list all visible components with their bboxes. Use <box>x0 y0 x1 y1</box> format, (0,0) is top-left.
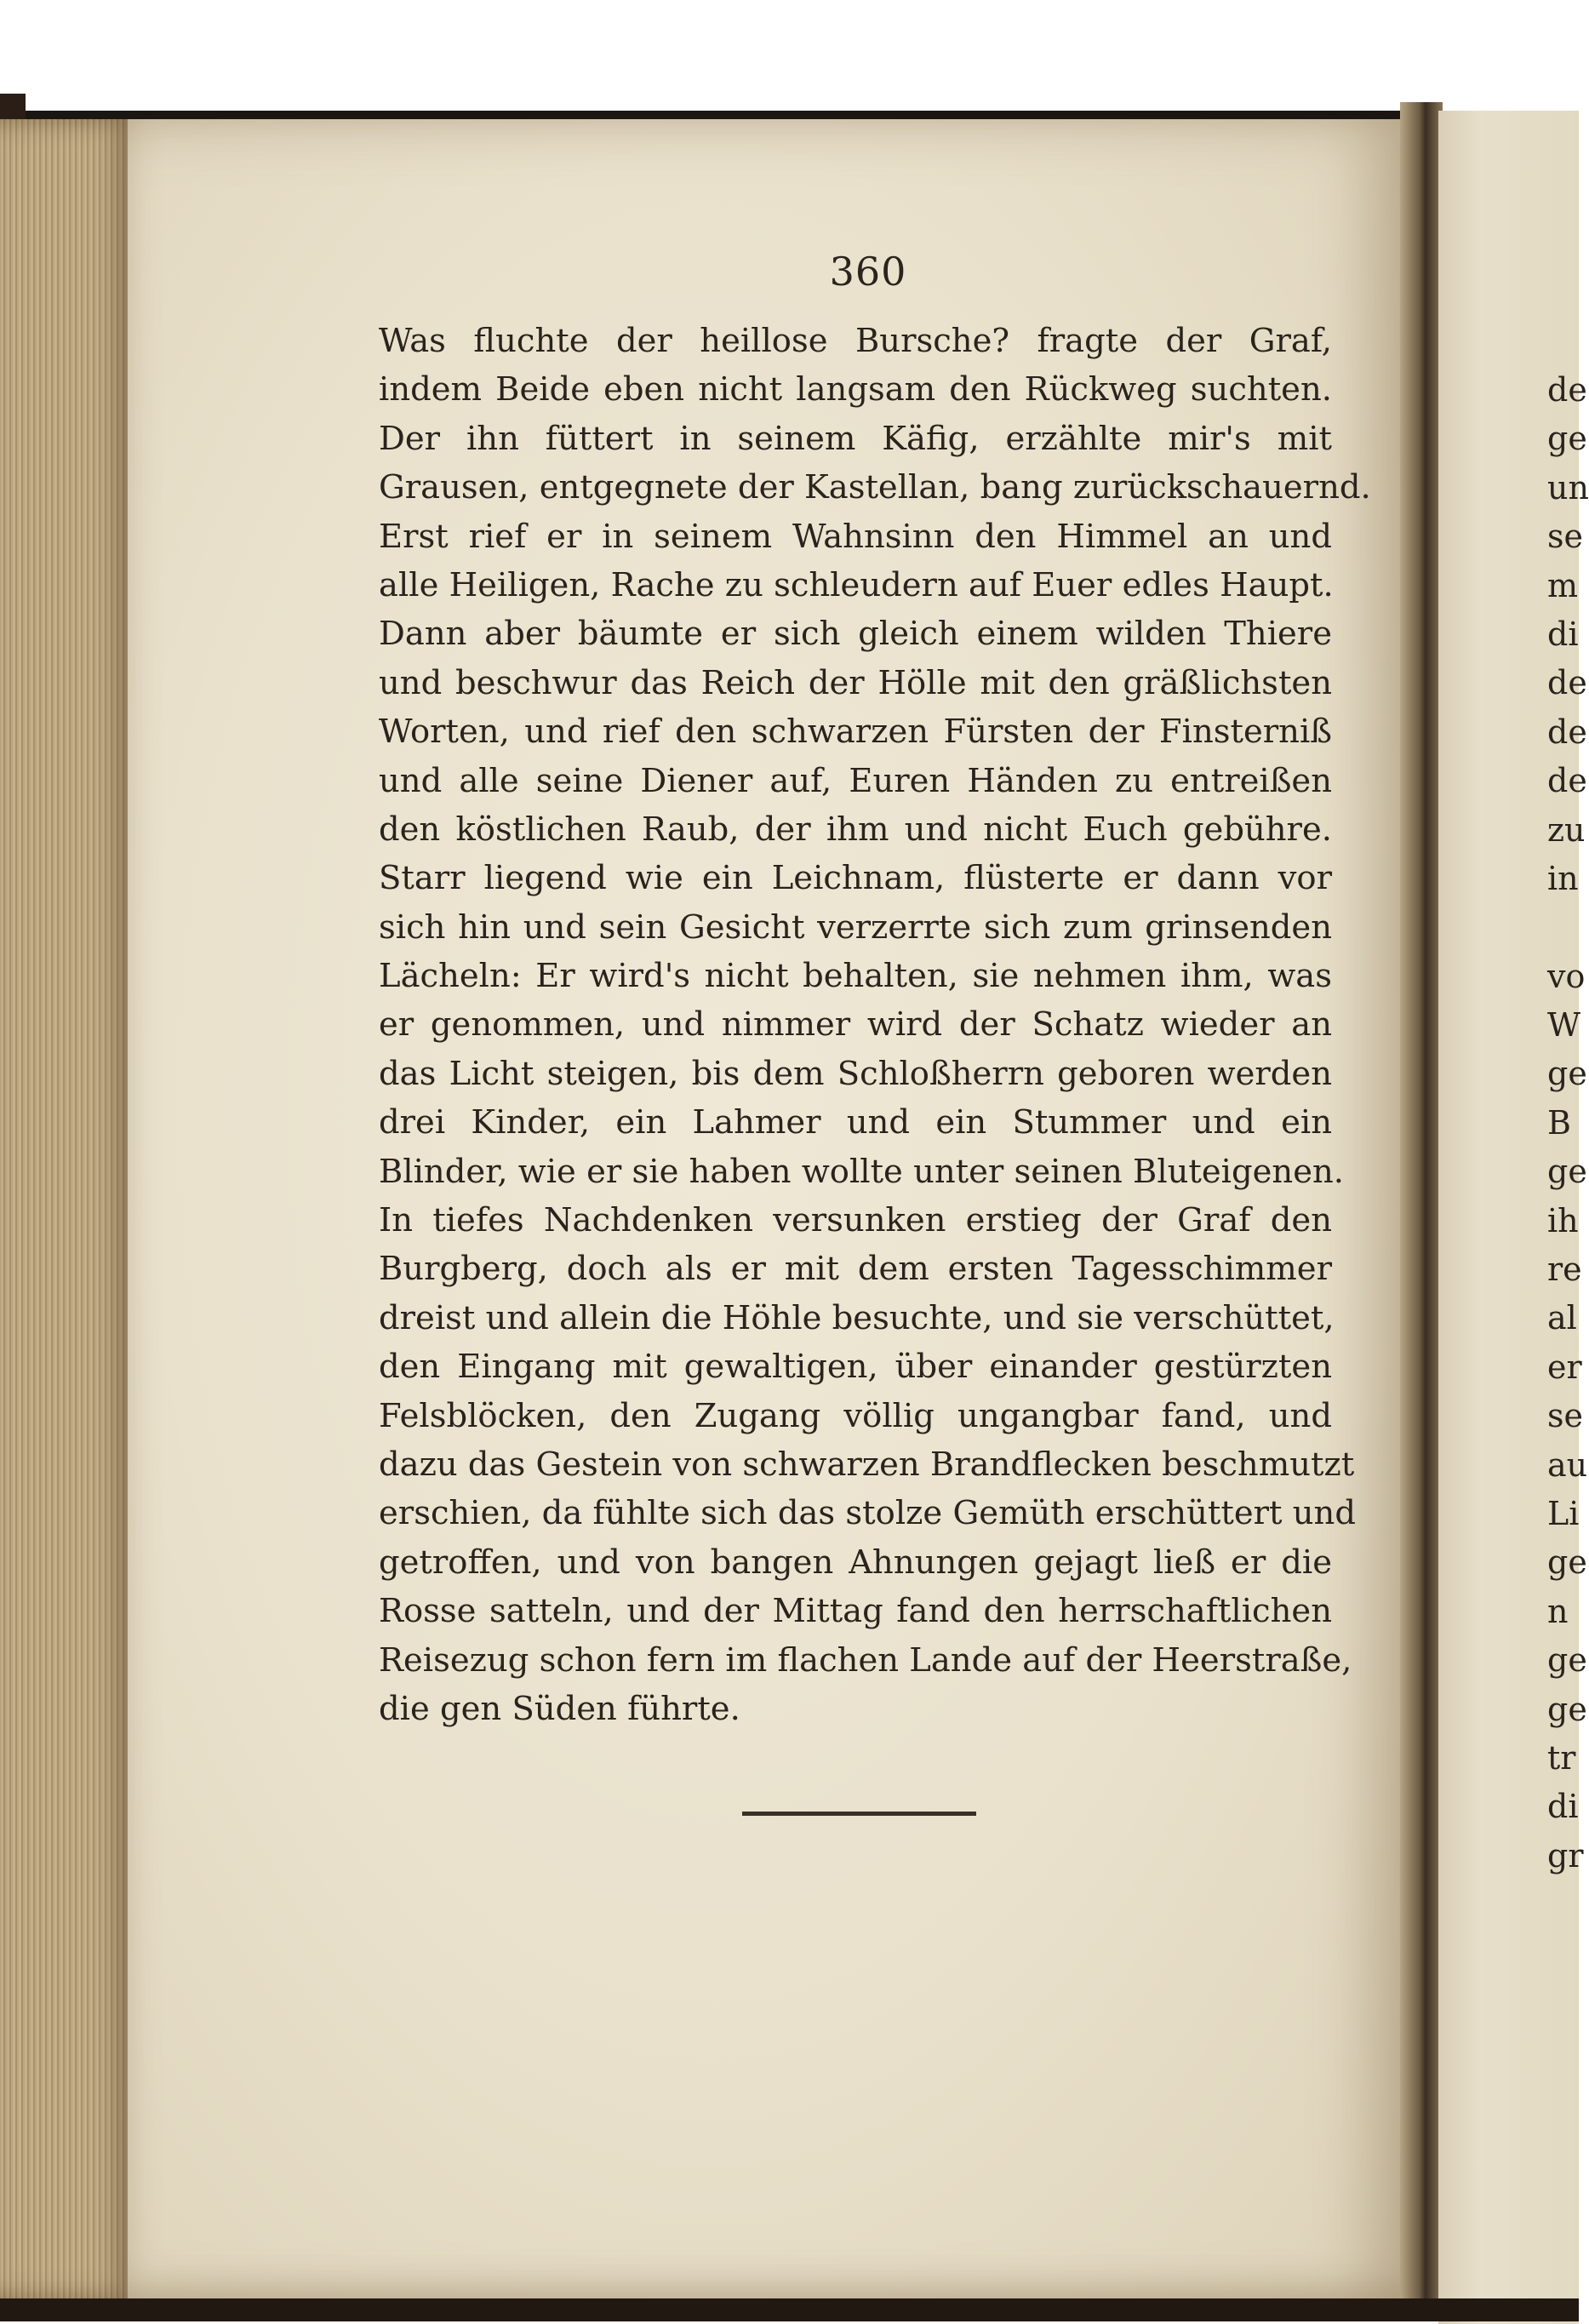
facing-line-fragment: ge <box>1547 1153 1587 1191</box>
page-text <box>379 317 1371 1733</box>
text-line: Starr liegend wie ein Leichnam, flüsterte er dann vor <box>379 859 1332 898</box>
facing-line-fragment: in <box>1547 859 1579 897</box>
facing-line-fragment: ge <box>1547 1690 1587 1728</box>
facing-line-fragment: se <box>1547 518 1583 556</box>
text-line: Was fluchte der heillose Bursche? fragte der Graf, <box>379 322 1332 360</box>
text-line: Rosse satteln, und der Mittag fand den herrschaftlichen <box>379 1592 1332 1631</box>
facing-line-fragment: ih <box>1547 1201 1579 1239</box>
facing-line-fragment: tr <box>1547 1738 1576 1777</box>
facing-line-fragment: au <box>1547 1445 1588 1484</box>
text-line: Blinder, wie er sie haben wollte unter seinen Bluteigenen. <box>379 1152 1345 1191</box>
facing-line-fragment: m <box>1547 566 1579 604</box>
text-line: Reisezug schon fern im flachen Lande auf der Heerstraße, <box>379 1640 1352 1680</box>
facing-line-fragment: di <box>1547 615 1579 653</box>
text-line: Grausen, entgegnete der Kastellan, bang zurückschauernd. <box>379 468 1371 507</box>
text-line: In tiefes Nachdenken versunken erstieg der Graf den <box>379 1201 1332 1240</box>
text-line: und beschwur das Reich der Hölle mit den gräßlichsten <box>379 663 1332 702</box>
book-gutter <box>1400 102 1443 2315</box>
section-end-rule <box>742 1812 976 1816</box>
text-line: dreist und allein die Höhle besuchte, und sie verschüttet, <box>379 1298 1335 1337</box>
facing-line-fragment: zu <box>1547 810 1586 849</box>
facing-line-fragment: re <box>1547 1251 1582 1289</box>
facing-line-fragment: er <box>1547 1348 1582 1386</box>
text-line: drei Kinder, ein Lahmer und ein Stummer und ein <box>379 1103 1332 1142</box>
facing-line-fragment: gr <box>1547 1836 1584 1875</box>
text-line: Erst rief er in seinem Wahnsinn den Himmel an und <box>379 517 1332 556</box>
facing-line-fragment: Li <box>1547 1494 1580 1532</box>
text-line: alle Heiligen, Rache zu schleudern auf Euer edles Haupt. <box>379 565 1334 604</box>
facing-line-fragment: B <box>1547 1103 1571 1142</box>
facing-line-fragment: ge <box>1547 1055 1587 1093</box>
facing-page-text <box>1547 366 1589 1880</box>
facing-line-fragment: de <box>1547 664 1587 702</box>
text-line: Lächeln: Er wird's nicht behalten, sie nehmen ihm, was <box>379 957 1332 996</box>
facing-line-fragment: n <box>1547 1592 1569 1630</box>
facing-line-fragment: di <box>1547 1788 1579 1826</box>
text-line: die gen Süden führte. <box>379 1689 740 1728</box>
facing-line-fragment: se <box>1547 1397 1583 1435</box>
text-line: den köstlichen Raub, der ihm und nicht Euch gebühre. <box>379 810 1332 849</box>
facing-line-fragment: al <box>1547 1299 1577 1337</box>
text-line: sich hin und sein Gesicht verzerrte sich zum grinsenden <box>379 907 1332 947</box>
facing-line-fragment: de <box>1547 762 1587 800</box>
background <box>0 0 1579 111</box>
facing-line-fragment: W <box>1547 1006 1581 1045</box>
text-line: den Eingang mit gewaltigen, über einander gestürzten <box>379 1348 1332 1387</box>
text-line: das Licht steigen, bis dem Schloßherrn geboren werden <box>379 1054 1332 1093</box>
text-line: dazu das Gestein von schwarzen Brandflecken beschmutzt <box>379 1445 1355 1484</box>
text-line: er genommen, und nimmer wird der Schatz wieder an <box>379 1005 1332 1045</box>
facing-line-fragment: de <box>1547 371 1587 409</box>
text-line: getroffen, und von bangen Ahnungen gejagt ließ er die <box>379 1543 1332 1582</box>
facing-line-fragment: un <box>1547 468 1589 507</box>
text-line: Felsblöcken, den Zugang völlig ungangbar fand, und <box>379 1396 1332 1435</box>
page-block-edges <box>0 119 136 2298</box>
text-line: Dann aber bäumte er sich gleich einem wilden Thiere <box>379 615 1332 654</box>
facing-line-fragment: ge <box>1547 420 1587 458</box>
page-number: 360 <box>829 249 907 295</box>
facing-line-fragment: de <box>1547 713 1587 751</box>
text-line: erschien, da fühlte sich das stolze Gemüth erschüttert und <box>379 1494 1356 1533</box>
bottom-shadow <box>0 2298 1579 2321</box>
text-line: und alle seine Diener auf, Euren Händen zu entreißen <box>379 761 1332 800</box>
text-line: Burgberg, doch als er mit dem ersten Tagesschimmer <box>379 1250 1332 1289</box>
text-line: indem Beide eben nicht langsam den Rückweg suchten. <box>379 370 1332 409</box>
facing-line-fragment: vo <box>1547 957 1586 995</box>
facing-line-gap <box>1547 903 1579 952</box>
facing-line-fragment: ge <box>1547 1543 1587 1582</box>
facing-line-fragment: ge <box>1547 1641 1587 1680</box>
text-line: Worten, und rief den schwarzen Fürsten der Finsterniß <box>379 713 1332 752</box>
text-line: Der ihn füttert in seinem Käfig, erzählte mir's mit <box>379 419 1332 458</box>
